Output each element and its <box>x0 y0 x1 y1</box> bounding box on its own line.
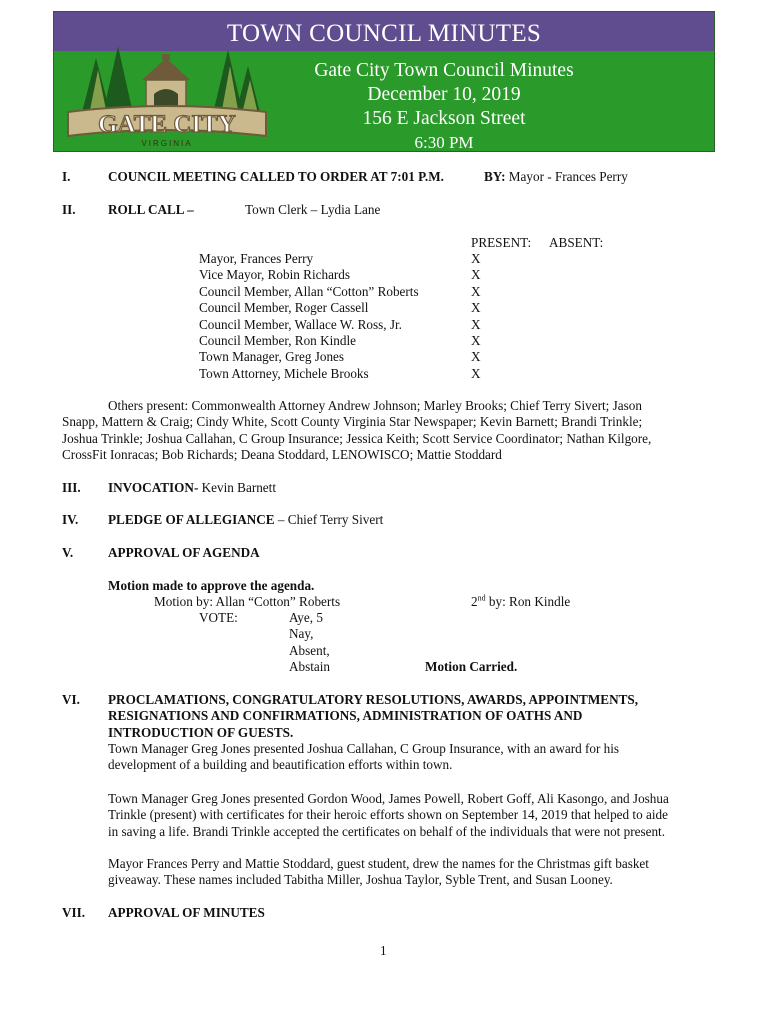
second-by: 2nd by: Ron Kindle <box>471 593 571 609</box>
roll-member-name: Council Member, Allan “Cotton” Roberts <box>199 283 419 299</box>
section-7-title: APPROVAL OF MINUTES <box>108 905 265 920</box>
vote-aye: Aye, 5 <box>289 610 323 625</box>
others-line: Others present: Commonwealth Attorney Andrew Johnson; Marley Brooks; Chief Terry Sivert; Jason <box>108 398 642 413</box>
present-mark: X <box>471 316 481 332</box>
banner-line-2: December 10, 2019 <box>367 84 521 105</box>
vote-abstain: Abstain <box>289 659 331 675</box>
section-2-title: ROLL CALL – <box>108 202 194 217</box>
invocation-value: Kevin Barnett <box>198 480 276 495</box>
section-1-title: COUNCIL MEETING CALLED TO ORDER AT 7:01 P.M. <box>108 169 444 184</box>
section-2-number: II. <box>62 202 76 217</box>
motion-by: Motion by: Allan “Cotton” Roberts <box>154 594 341 609</box>
pledge-value: – Chief Terry Sivert <box>274 512 384 527</box>
proclamation-paragraph-3: Mayor Frances Perry and Mattie Stoddard, guest student, drew the names for the Christmas gift basket giveaway. These names included Tabitha Miller, Joshua Taylor, Syble Trent, and Susan Looney. <box>108 856 649 888</box>
present-mark: X <box>471 365 481 381</box>
logo-subtext: VIRGINIA <box>141 139 193 148</box>
section-5-title: APPROVAL OF AGENDA <box>108 545 260 560</box>
motion-title: Motion made to approve the agenda. <box>108 578 315 593</box>
present-mark: X <box>471 349 481 365</box>
roll-member-name: Council Member, Roger Cassell <box>199 300 369 316</box>
present-mark: X <box>471 251 481 266</box>
roll-call-list <box>199 251 419 382</box>
others-line: CrossFit Ionracas; Bob Richards; Deana Stoddard, LENOWISCO; Mattie Stoddard <box>62 447 502 463</box>
motion-carried: Motion Carried. <box>425 659 518 674</box>
present-mark: X <box>471 333 481 349</box>
section-4-number: IV. <box>62 512 79 527</box>
roll-member-name: Town Attorney, Michele Brooks <box>199 365 369 381</box>
others-line: Joshua Trinkle; Joshua Callahan, C Group Insurance; Jessica Keith; Scott Service Coordinator; Nathan Kilgore, <box>62 430 652 446</box>
vote-tally <box>289 610 330 676</box>
others-line: Snapp, Mattern & Craig; Cindy White, Scott County Virginia Star Newspaper; Kevin Barnett; Brandi Trinkle; <box>62 414 643 430</box>
present-header: PRESENT: <box>471 235 532 250</box>
roll-member-name: Mayor, Frances Perry <box>199 251 314 266</box>
section-6-title: PROCLAMATIONS, CONGRATULATORY RESOLUTIONS, AWARDS, APPOINTMENTS, RESIGNATIONS AND CONFIRMATIONS, ADMINISTRATION OF OATHS AND INTRODUCTION OF GUESTS. <box>108 692 639 740</box>
section-7-number: VII. <box>62 905 86 920</box>
absent-header: ABSENT: <box>549 235 604 250</box>
page-number: 1 <box>380 943 387 958</box>
section-4-title: PLEDGE OF ALLEGIANCE <box>108 512 275 527</box>
present-mark: X <box>471 300 481 316</box>
present-mark: X <box>471 267 481 283</box>
roll-member-name: Vice Mayor, Robin Richards <box>199 267 351 283</box>
others-present <box>62 398 651 464</box>
section-6-number: VI. <box>62 692 80 707</box>
present-marks <box>471 251 481 382</box>
banner-line-3: 156 E Jackson Street <box>362 108 526 129</box>
banner-line-4: 6:30 PM <box>414 133 474 152</box>
section-5-number: V. <box>62 545 74 560</box>
banner-line-1: Gate City Town Council Minutes <box>314 60 574 81</box>
by-label: BY: <box>484 169 506 184</box>
roll-member-name: Council Member, Wallace W. Ross, Jr. <box>199 316 402 332</box>
section-3-title: INVOCATION- <box>108 480 199 495</box>
vote-absent: Absent, <box>289 642 330 658</box>
roll-member-name: Town Manager, Greg Jones <box>199 349 345 365</box>
logo-text: GATE CITY <box>98 111 236 138</box>
vote-nay: Nay, <box>289 626 314 642</box>
header-banner <box>53 11 715 152</box>
town-clerk: Town Clerk – Lydia Lane <box>245 202 381 217</box>
section-1-number: I. <box>62 169 71 184</box>
by-value: Mayor - Frances Perry <box>508 169 628 184</box>
proclamation-paragraph-2: Town Manager Greg Jones presented Gordon Wood, James Powell, Robert Goff, Ali Kasongo, and Joshua Trinkle (present) with certificates for their heroic efforts shown on September 14, 2019 that helped to aide in saving a life. Brandi Trinkle accepted the certificates on behalf of the individuals that were not present. <box>108 791 669 839</box>
present-mark: X <box>471 283 481 299</box>
vote-label: VOTE: <box>199 610 238 625</box>
proclamation-paragraph-1: Town Manager Greg Jones presented Joshua Callahan, C Group Insurance, with an award for his development of a building and beautification efforts within town. <box>108 741 620 773</box>
banner-title: TOWN COUNCIL MINUTES <box>226 20 542 47</box>
section-3-number: III. <box>62 480 81 495</box>
roll-member-name: Council Member, Ron Kindle <box>199 333 356 349</box>
